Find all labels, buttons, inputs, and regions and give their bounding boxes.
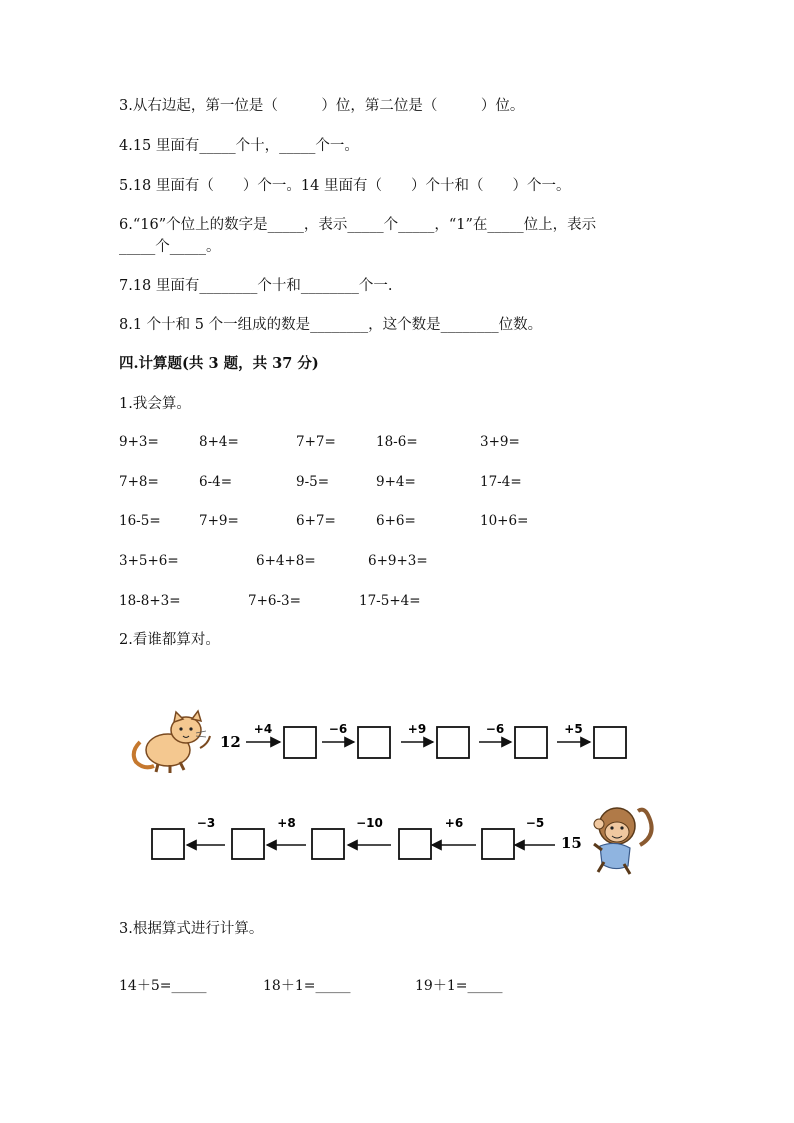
cat-illustration bbox=[134, 711, 210, 773]
calc-item: 7+7= bbox=[296, 434, 336, 450]
calc-item: 6+6= bbox=[376, 513, 416, 529]
chain2-op: +6 bbox=[444, 816, 464, 830]
question-6-line2: _____个_____。 bbox=[119, 239, 221, 255]
calc-item: 18-8+3= bbox=[119, 593, 181, 609]
question-7: 7.18 里面有________个十和________个一. bbox=[119, 278, 393, 294]
chain2-op: −10 bbox=[356, 816, 383, 830]
chain2-op: −3 bbox=[196, 816, 216, 830]
answer-box[interactable] bbox=[152, 829, 184, 859]
calc-item: 7+9= bbox=[199, 513, 239, 529]
calc-item: 6-4= bbox=[199, 474, 233, 490]
calc-item: 7+8= bbox=[119, 474, 159, 490]
monkey-illustration bbox=[594, 808, 652, 874]
chain1-op: +5 bbox=[564, 722, 583, 736]
question-3: 3.从右边起，第一位是（ ）位，第二位是（ ）位。 bbox=[119, 98, 525, 114]
chain1-op: −6 bbox=[485, 722, 505, 736]
calc-item: 9-5= bbox=[296, 474, 330, 490]
answer-box[interactable] bbox=[515, 727, 547, 758]
question-8: 8.1 个十和 5 个一组成的数是________，这个数是________位数。 bbox=[119, 317, 543, 333]
calc-item: 17-5+4= bbox=[359, 593, 421, 609]
q2-title: 2.看谁都算对。 bbox=[119, 632, 220, 648]
answer-box[interactable] bbox=[358, 727, 390, 758]
calc-item: 17-4= bbox=[480, 474, 522, 490]
q3-item: 19＋1=_____ bbox=[415, 978, 503, 994]
q3-item: 18＋1=_____ bbox=[263, 978, 351, 994]
chain2-op: −5 bbox=[525, 816, 545, 830]
calc-item: 10+6= bbox=[480, 513, 529, 529]
calc-item: 3+9= bbox=[480, 434, 520, 450]
q3-item: 14＋5=_____ bbox=[119, 978, 207, 994]
calc-item: 6+7= bbox=[296, 513, 336, 529]
calc-item: 18-6= bbox=[376, 434, 418, 450]
chain1-start: 12 bbox=[220, 733, 241, 751]
section-title: 四.计算题(共 3 题，共 37 分) bbox=[119, 355, 319, 372]
answer-box[interactable] bbox=[594, 727, 626, 758]
answer-box[interactable] bbox=[284, 727, 316, 758]
calc-item: 6+4+8= bbox=[256, 553, 316, 569]
question-6-line1: 6.“16”个位上的数字是_____，表示_____个_____，“1”在_____位上，表示 bbox=[119, 217, 597, 233]
calc-item: 8+4= bbox=[199, 434, 239, 450]
calc-item: 7+6-3= bbox=[248, 593, 301, 609]
calc-item: 9+3= bbox=[119, 434, 159, 450]
answer-box[interactable] bbox=[437, 727, 469, 758]
answer-box[interactable] bbox=[482, 829, 514, 859]
q1-title: 1.我会算。 bbox=[119, 396, 191, 412]
answer-box[interactable] bbox=[399, 829, 431, 859]
question-4: 4.15 里面有_____个十，_____个一。 bbox=[119, 138, 359, 154]
chain2-op: +8 bbox=[277, 816, 296, 830]
chain1-op: +4 bbox=[253, 722, 273, 736]
q3-title: 3.根据算式进行计算。 bbox=[119, 921, 264, 937]
chain1-op: +9 bbox=[407, 722, 427, 736]
chain1-op: −6 bbox=[328, 722, 348, 736]
answer-box[interactable] bbox=[232, 829, 264, 859]
calc-item: 9+4= bbox=[376, 474, 416, 490]
chain2-start: 15 bbox=[561, 834, 582, 852]
calc-item: 6+9+3= bbox=[368, 553, 428, 569]
calc-item: 3+5+6= bbox=[119, 553, 179, 569]
question-5: 5.18 里面有（ ）个一。14 里面有（ ）个十和（ ）个一。 bbox=[119, 178, 571, 194]
calc-item: 16-5= bbox=[119, 513, 161, 529]
answer-box[interactable] bbox=[312, 829, 344, 859]
